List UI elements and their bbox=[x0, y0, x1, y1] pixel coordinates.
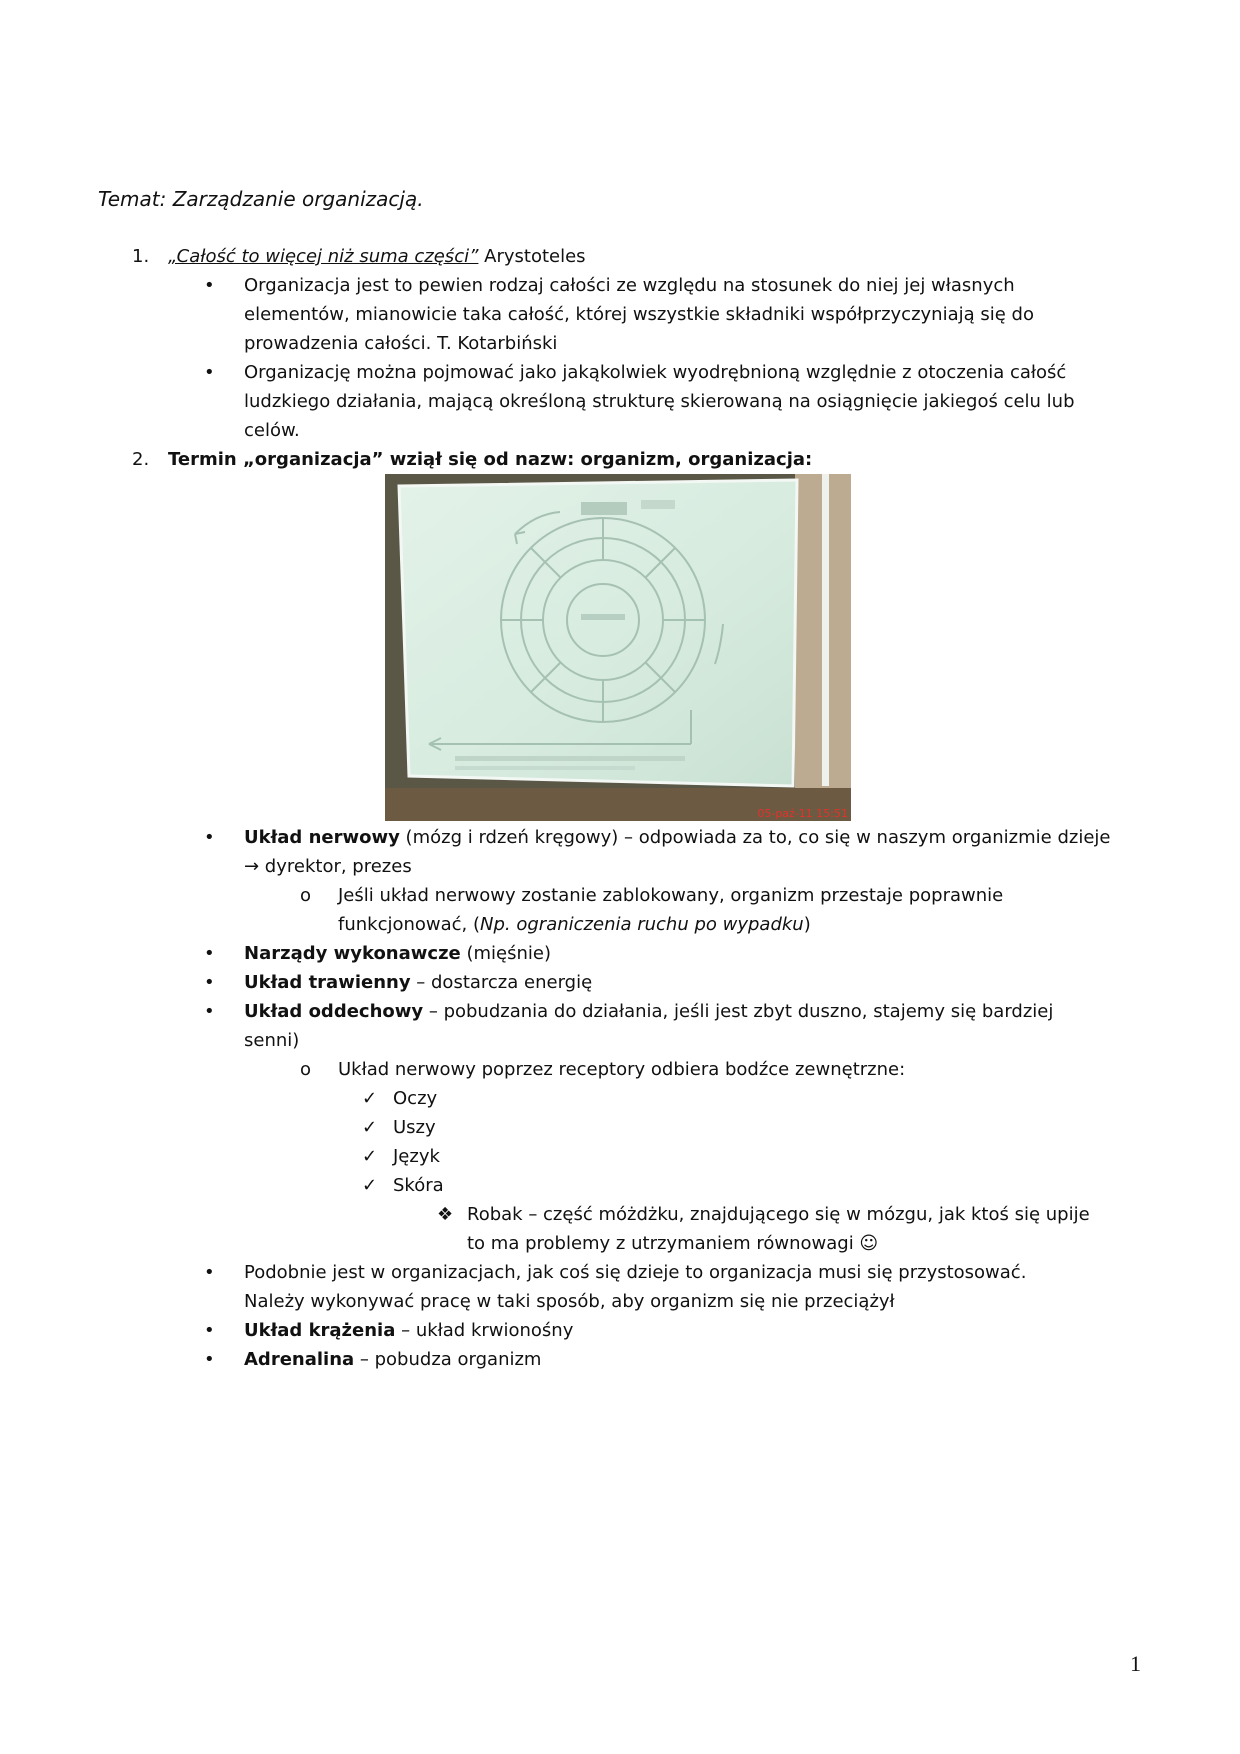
receptors-note: Układ nerwowy poprzez receptory odbiera bodźce zewnętrzne: bbox=[338, 1059, 906, 1080]
note-text: ) bbox=[803, 914, 811, 935]
definition-2-line-1: Organizację można pojmować jako jakąkolwiek wyodrębnioną względnie z otoczenia całość bbox=[244, 362, 1067, 383]
term-description: (mięśnie) bbox=[460, 943, 552, 964]
faint-caption-bar bbox=[455, 766, 635, 770]
term-description: – układ krwionośny bbox=[395, 1320, 574, 1341]
check-icon: ✓ bbox=[362, 1175, 378, 1196]
sense-item: Język bbox=[393, 1146, 440, 1167]
sense-item: Oczy bbox=[393, 1088, 438, 1109]
term: Układ nerwowy bbox=[244, 827, 400, 848]
list-number-2: 2. bbox=[132, 449, 150, 470]
adrenaline-line bbox=[244, 1346, 541, 1374]
term: Układ trawienny bbox=[244, 972, 411, 993]
term: Układ krążenia bbox=[244, 1320, 396, 1341]
sub-bullet-marker: o bbox=[300, 885, 312, 906]
note-text: funkcjonować, ( bbox=[338, 914, 481, 935]
bullet-marker: • bbox=[204, 1320, 215, 1341]
cerebellum-note-line-1: Robak – część móżdżku, znajdującego się w mózgu, jak ktoś się upije bbox=[467, 1204, 1090, 1225]
projection-photo bbox=[385, 474, 851, 821]
quote-line bbox=[168, 243, 586, 271]
check-icon: ✓ bbox=[362, 1146, 378, 1167]
nervous-note-line-2 bbox=[338, 911, 811, 939]
bullet-marker: • bbox=[204, 1262, 215, 1283]
term: Narządy wykonawcze bbox=[244, 943, 461, 964]
definition-1-line-3: prowadzenia całości. T. Kotarbiński bbox=[244, 333, 558, 354]
effectors-line bbox=[244, 940, 551, 968]
analogy-line-1: Podobnie jest w organizacjach, jak coś się dzieje to organizacja musi się przystosować. bbox=[244, 1262, 1027, 1283]
term-description: – pobudzania do działania, jeśli jest zbyt duszno, stajemy się bardziej bbox=[423, 1001, 1054, 1022]
page-number: 1 bbox=[1130, 1651, 1141, 1676]
nervous-system-continuation: → dyrektor, prezes bbox=[244, 856, 412, 877]
bullet-marker: • bbox=[204, 275, 215, 296]
pole bbox=[822, 474, 829, 786]
bullet-marker: • bbox=[204, 972, 215, 993]
diamond-icon: ❖ bbox=[437, 1204, 454, 1225]
analogy-line-2: Należy wykonywać pracę w taki sposób, aby organizm się nie przeciążył bbox=[244, 1291, 895, 1312]
note-example: Np. ograniczenia ruchu po wypadku bbox=[480, 914, 804, 935]
list-number-1: 1. bbox=[132, 246, 150, 267]
bullet-marker: • bbox=[204, 943, 215, 964]
definition-1-line-2: elementów, mianowicie taka całość, której wszystkie składniki współprzyczyniają się do bbox=[244, 304, 1034, 325]
definition-1-line-1: Organizacja jest to pewien rodzaj całości ze względu na stosunek do niej jej własnych bbox=[244, 275, 1015, 296]
respiratory-line bbox=[244, 998, 1053, 1026]
projection-screen bbox=[399, 480, 797, 786]
cerebellum-note-line-2: to ma problemy z utrzymaniem równowagi ☺ bbox=[467, 1233, 879, 1254]
term-description: – dostarcza energię bbox=[410, 972, 593, 993]
page-title: Temat: Zarządzanie organizacją. bbox=[98, 187, 424, 211]
bullet-marker: • bbox=[204, 1349, 215, 1370]
check-icon: ✓ bbox=[362, 1088, 378, 1109]
term-description: (mózg i rdzeń kręgowy) – odpowiada za to, co się w naszym organizmie dzieje bbox=[399, 827, 1111, 848]
definition-2-line-3: celów. bbox=[244, 420, 300, 441]
term-description: – pobudza organizm bbox=[354, 1349, 542, 1370]
sense-item: Skóra bbox=[393, 1175, 444, 1196]
photo-timestamp: 05-paź-11 15:51 bbox=[757, 807, 848, 820]
term: Adrenalina bbox=[244, 1349, 355, 1370]
quote-text: „Całość to więcej niż suma części” bbox=[168, 246, 479, 267]
bullet-marker: • bbox=[204, 362, 215, 383]
digestive-line bbox=[244, 969, 592, 997]
circulatory-line bbox=[244, 1317, 573, 1345]
nervous-note-line-1: Jeśli układ nerwowy zostanie zablokowany, organizm przestaje poprawnie bbox=[338, 885, 1004, 906]
bullet-marker: • bbox=[204, 827, 215, 848]
photo-image bbox=[385, 474, 851, 821]
term: Układ oddechowy bbox=[244, 1001, 424, 1022]
nervous-system-line bbox=[244, 824, 1111, 852]
quote-author: Arystoteles bbox=[478, 246, 586, 267]
sense-item: Uszy bbox=[393, 1117, 436, 1138]
bullet-marker: • bbox=[204, 1001, 215, 1022]
diagram-center-label bbox=[581, 614, 625, 620]
diagram-top-label-box bbox=[641, 500, 675, 509]
sub-bullet-marker: o bbox=[300, 1059, 312, 1080]
check-icon: ✓ bbox=[362, 1117, 378, 1138]
diagram-top-label-box bbox=[581, 502, 627, 515]
respiratory-continuation: senni) bbox=[244, 1030, 300, 1051]
definition-2-line-2: ludzkiego działania, mającą określoną strukturę skierowaną na osiągnięcie jakiegoś celu lub bbox=[244, 391, 1075, 412]
section-heading: Termin „organizacja” wziął się od nazw: organizm, organizacja: bbox=[168, 449, 813, 470]
faint-caption-bar bbox=[455, 756, 685, 761]
